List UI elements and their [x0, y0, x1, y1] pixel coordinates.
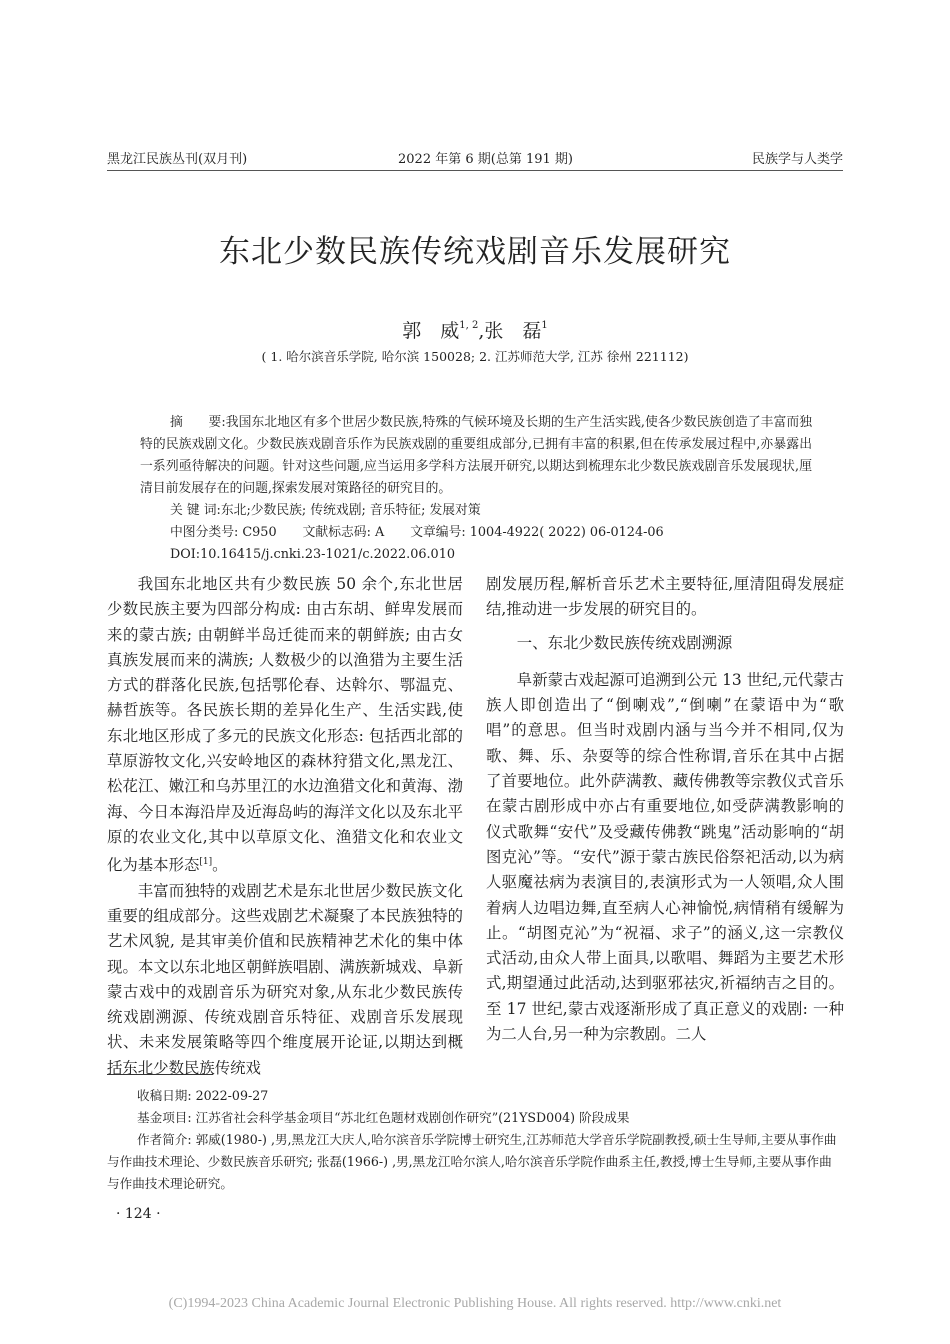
author-1-name: 郭 威	[402, 320, 460, 342]
body-paragraph: 阜新蒙古戏起源可追溯到公元 13 世纪,元代蒙古族人即创造出了“倒喇戏”,“倒喇”在蒙语中为“歌唱”的意思。但当时戏剧内涵与当今并不相同,仅为歌、舞、乐、杂耍等的综合性称谓,音乐在其中占据了首要地位。此外萨满教、藏传佛教等宗教仪式音乐在蒙古剧形成中亦占有重要地位,如受萨满教影响的仪式歌舞“安代”及受藏传佛教“跳鬼”活动影响的“胡图克沁”等。“安代”源于蒙古族民俗祭祀活动,以为病人驱魔祛病为表演目的,表演形式为一人领唱,众人围着病人边唱边舞,直至病人心神愉悦,病情稍有缓解为止。“胡图克沁”为“祝福、求子”的涵义,这一宗教仪式活动,由众人带上面具,以歌唱、舞蹈为主要艺术形式,期望通过此活动,达到驱邪祛灾,祈福纳吉之目的。至 17 世纪,蒙古戏逐渐形成了真正意义的戏剧: 一种为二人台,另一种为宗教剧。二人	[486, 670, 844, 1044]
keywords-text: 东北;少数民族; 传统戏剧; 音乐特征; 发展对策	[220, 503, 481, 518]
author-2-affil-mark: 1	[541, 320, 548, 331]
page-number: · 124 ·	[116, 1206, 161, 1222]
issue-info: 2022 年第 6 期(总第 191 期)	[398, 152, 573, 167]
author-separator: ,	[478, 320, 485, 342]
author-bio: 作者简介: 郭威(1980-) ,男,黑龙江大庆人,哈尔滨音乐学院博士研究生,江苏师范大学音乐学院副教授,硕士生导师,主要从事作曲与作曲技术理论、少数民族音乐研究; 张磊(1966-) ,男,黑龙江哈尔滨人,哈尔滨音乐学院作曲系主任,教授,博士生导师,主要从事作曲与作曲技术理论研究。	[107, 1132, 837, 1191]
clc-number: 中图分类号: C950	[170, 525, 277, 540]
body-right-column	[486, 572, 844, 1047]
document-code: 文献标志码: A	[302, 525, 385, 540]
body-text: 我国东北地区共有少数民族 50 余个,东北世居少数民族主要为四部分构成: 由古东胡、鲜卑发展而来的蒙古族; 由朝鲜半岛迁徙而来的朝鲜族; 由古女真族发展而来的满族; 人数极少的以渔猎为主要生活方式的群落化民族,包括鄂伦春、达斡尔、鄂温克、赫哲族等。各民族长期的差异化生产、生活实践,使东北地区形成了多元的民族文化形态: 包括西北部的草原游牧文化,兴安岭地区的森林狩猎文化,黑龙江、松花江、嫩江和乌苏里江的水边渔猎文化和黄海、渤海、今日本海沿岸及近海岛屿的海洋文化以及东北平原的农业文化,其中以草原文化、渔猎文化和农业文化为基本形态	[107, 575, 463, 875]
fund-info: 基金项目: 江苏省社会科学基金项目“苏北红色题材戏剧创作研究”(21YSD004) 阶段成果	[137, 1110, 630, 1125]
section-heading: 一、东北少数民族传统戏剧溯源	[516, 633, 733, 652]
body-text-end: 。	[212, 856, 228, 875]
author-1-affil-mark: 1, 2	[459, 320, 479, 331]
footnote-rule	[107, 1074, 213, 1075]
author-line	[0, 316, 950, 343]
author-2-name: 张 磊	[484, 320, 542, 342]
affiliations: ( 1. 哈尔滨音乐学院, 哈尔滨 150028; 2. 江苏师范大学, 江苏 徐州 221112)	[261, 349, 689, 364]
received-date: 收稿日期: 2022-09-27	[137, 1088, 269, 1103]
paper-title: 东北少数民族传统戏剧音乐发展研究	[219, 234, 731, 270]
citation-ref: [1]	[199, 857, 213, 868]
classification-line	[140, 522, 812, 544]
abstract-text: 我国东北地区有多个世居少数民族,特殊的气候环境及长期的生产生活实践,使各少数民族创造了丰富而独特的民族戏剧文化。少数民族戏剧音乐作为民族戏剧的重要组成部分,已拥有丰富的积累,但在传承发展过程中,亦暴露出一系列亟待解决的问题。针对这些问题,应当运用多学科方法展开研究,以期达到梳理东北少数民族戏剧音乐发展现状,厘清目前发展存在的问题,探索发展对策路径的研究目的。	[140, 415, 813, 496]
abstract-paragraph	[140, 412, 812, 500]
abstract-block	[140, 412, 812, 566]
header-rule	[107, 170, 843, 171]
body-left-column	[107, 572, 463, 1081]
keywords-label: 关 键 词:	[170, 503, 221, 518]
doi-line: DOI:10.16415/j.cnki.23-1021/c.2022.06.010	[170, 547, 455, 562]
body-paragraph: 丰富而独特的戏剧艺术是东北世居少数民族文化重要的组成部分。这些戏剧艺术凝聚了本民族独特的艺术风貌, 是其审美价值和民族精神艺术化的集中体现。本文以东北地区朝鲜族唱剧、满族新城戏、阜新蒙古戏中的戏剧音乐为研究对象,从东北少数民族传统戏剧溯源、传统戏剧音乐特征、戏剧音乐发展现状、未来发展策略等四个维度展开论证,以期达到概括东北少数民族传统戏	[107, 881, 463, 1077]
section-name: 民族学与人类学	[751, 152, 843, 167]
article-number: 文章编号: 1004-4922( 2022) 06-0124-06	[410, 525, 664, 540]
body-paragraph	[107, 572, 463, 879]
abstract-label: 摘 要:	[170, 415, 226, 430]
journal-name: 黑龙江民族丛刊(双月刊)	[107, 152, 248, 167]
copyright-notice: (C)1994-2023 China Academic Journal Electronic Publishing House. All rights reserved. http://www.cnki.net	[168, 1296, 782, 1311]
body-paragraph-continued: 剧发展历程,解析音乐艺术主要特征,厘清阻碍发展症结,推动进一步发展的研究目的。	[486, 575, 844, 619]
footnotes	[107, 1085, 844, 1195]
keywords-line	[140, 500, 812, 522]
